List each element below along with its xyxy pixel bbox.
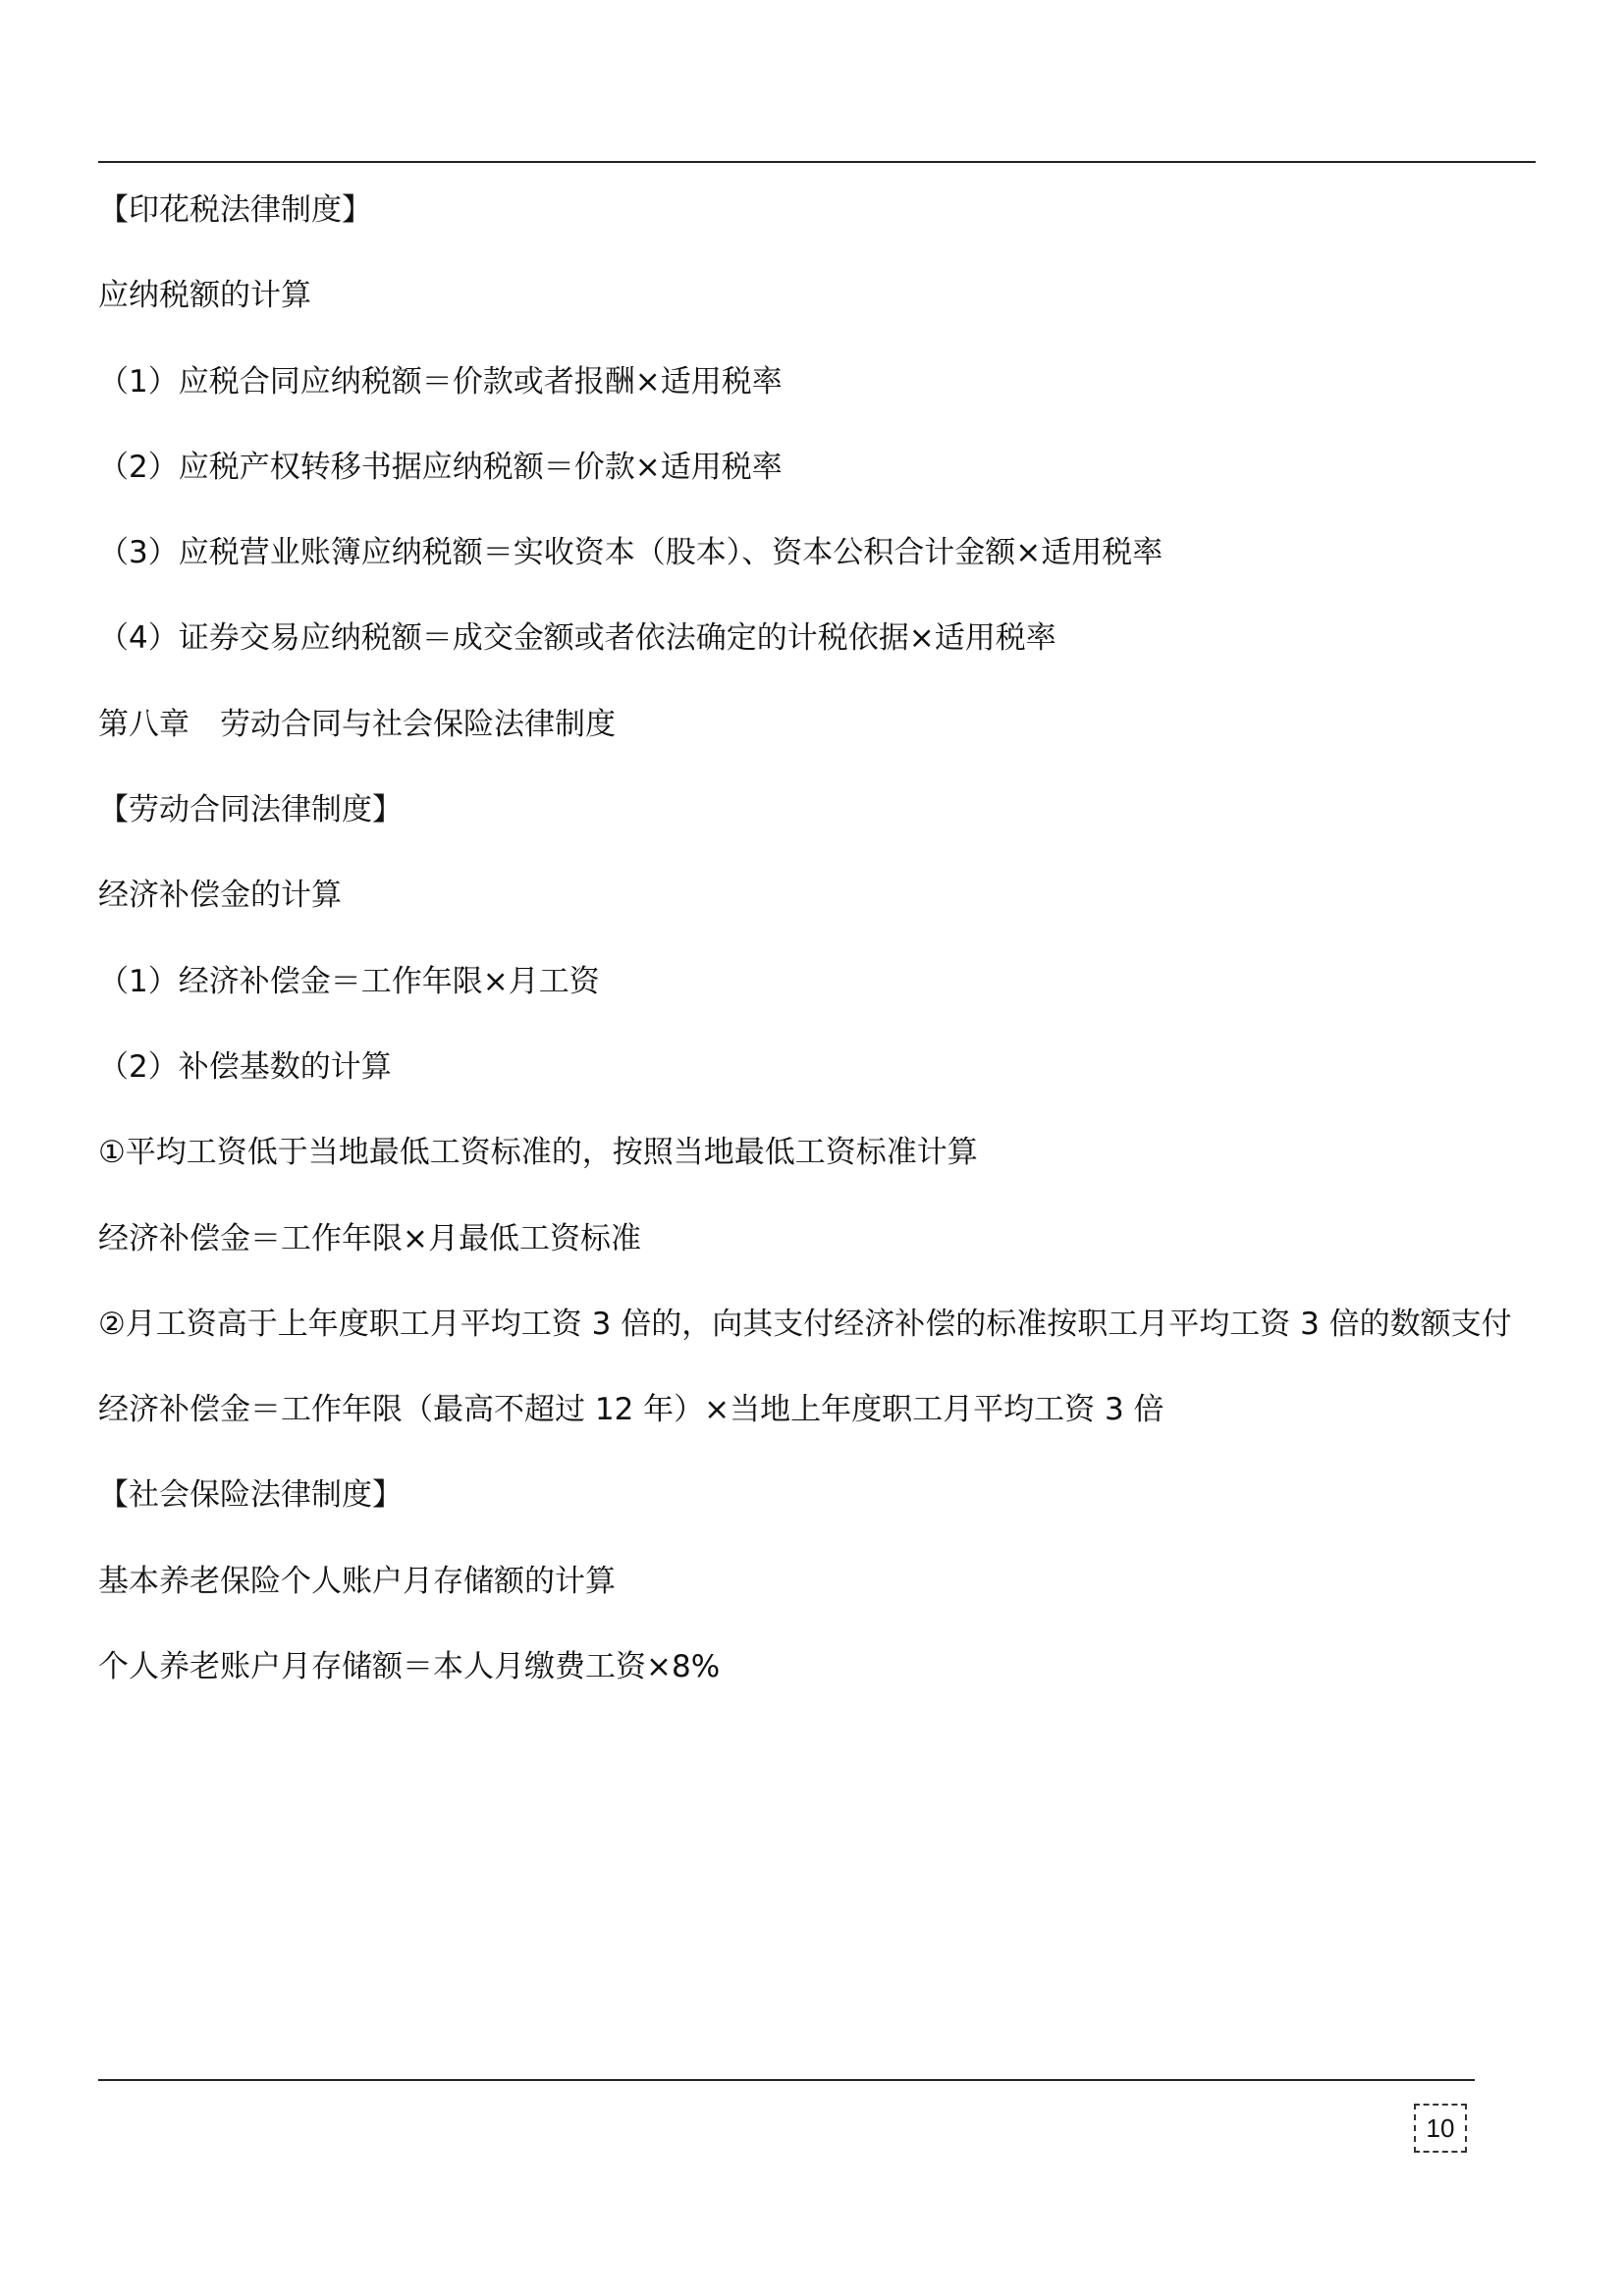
formula-securities-tax: （4）证券交易应纳税额＝成交金额或者依法确定的计税依据×适用税率 bbox=[98, 620, 1056, 657]
formula-minimum-wage-compensation: 经济补偿金＝工作年限×月最低工资标准 bbox=[98, 1220, 641, 1256]
header-rule bbox=[98, 161, 1536, 163]
section-heading-labor-contract: 【劳动合同法律制度】 bbox=[98, 792, 403, 828]
formula-property-transfer-tax: （2）应税产权转移书据应纳税额＝价款×适用税率 bbox=[98, 449, 783, 485]
footer-rule bbox=[98, 2079, 1475, 2081]
section-heading-stamp-tax: 【印花税法律制度】 bbox=[98, 192, 372, 228]
formula-contract-tax: （1）应税合同应纳税额＝价款或者报酬×适用税率 bbox=[98, 363, 783, 400]
page-number: 10 bbox=[1414, 2104, 1467, 2153]
formula-business-book-tax: （3）应税营业账簿应纳税额＝实收资本（股本）、资本公积合计金额×适用税率 bbox=[98, 535, 1164, 571]
formula-pension-account: 个人养老账户月存储额＝本人月缴费工资×8% bbox=[98, 1649, 721, 1685]
formula-high-wage-compensation: 经济补偿金＝工作年限（最高不超过 12 年）×当地上年度职工月平均工资 3 倍 bbox=[98, 1392, 1164, 1428]
rule-minimum-wage: ①平均工资低于当地最低工资标准的，按照当地最低工资标准计算 bbox=[98, 1135, 978, 1171]
document-body bbox=[98, 182, 1536, 1724]
subheading-pension-account: 基本养老保险个人账户月存储额的计算 bbox=[98, 1563, 616, 1599]
chapter-heading-eight: 第八章 劳动合同与社会保险法律制度 bbox=[98, 706, 616, 742]
section-heading-social-insurance: 【社会保险法律制度】 bbox=[98, 1477, 403, 1514]
subheading-compensation-base: （2）补偿基数的计算 bbox=[98, 1048, 392, 1085]
subheading-compensation-calculation: 经济补偿金的计算 bbox=[98, 878, 342, 914]
formula-compensation: （1）经济补偿金＝工作年限×月工资 bbox=[98, 963, 600, 999]
rule-high-wage-cap: ②月工资高于上年度职工月平均工资 3 倍的，向其支付经济补偿的标准按职工月平均工资 3 倍的数额支付 bbox=[98, 1306, 1512, 1342]
subheading-tax-calculation: 应纳税额的计算 bbox=[98, 278, 311, 314]
